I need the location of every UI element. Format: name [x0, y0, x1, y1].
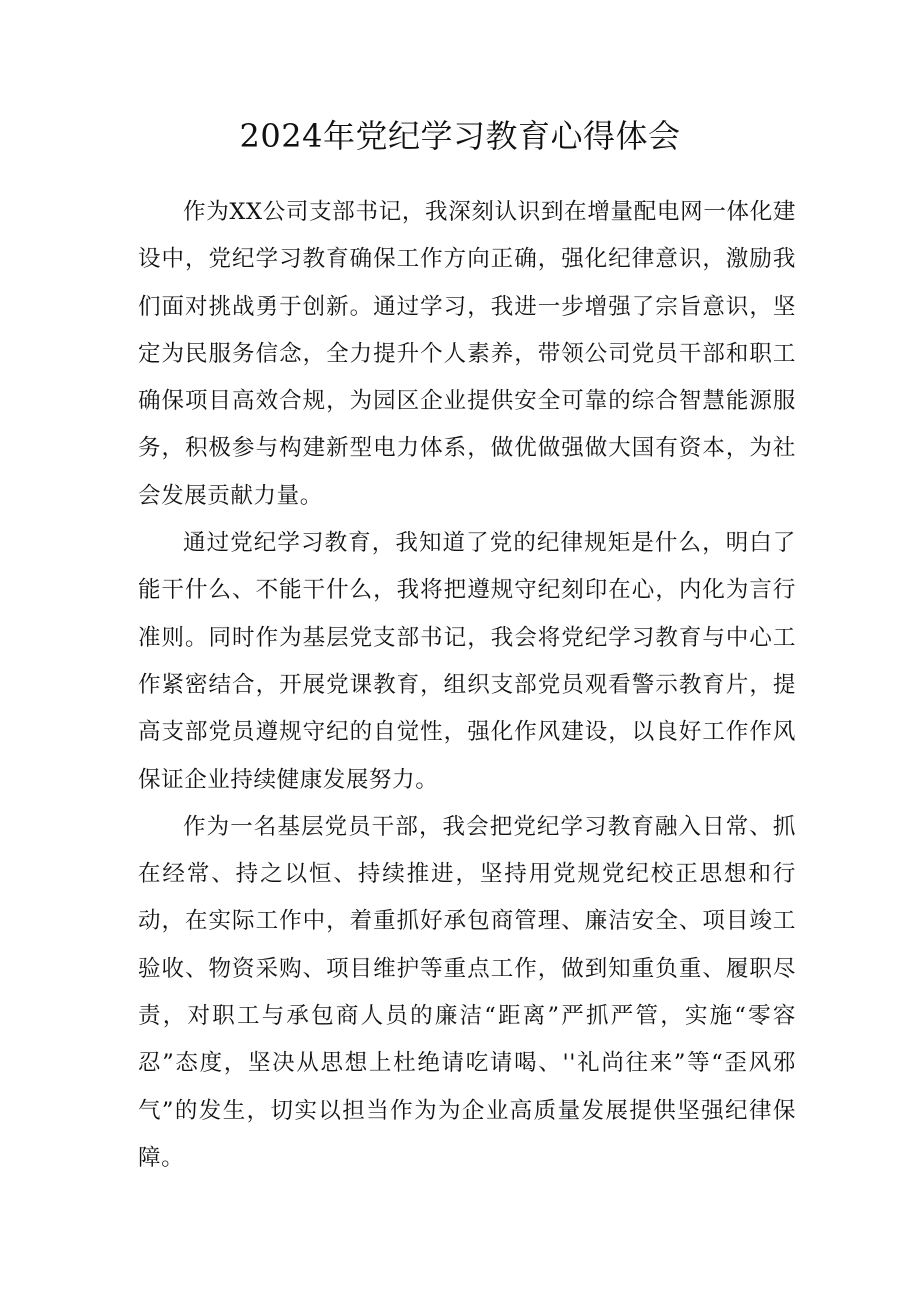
document-title: 2024年党纪学习教育心得体会	[239, 117, 681, 155]
paragraph-1: 作为XX公司支部书记，我深刻认识到在增量配电网一体化建设中，党纪学习教育确保工作方向正确，强化纪律意识，激励我们面对挑战勇于创新。通过学习，我进一步增强了宗旨意识，坚定为民服务信念，全力提升个人素养，带领公司党员干部和职工确保项目高效合规，为园区企业提供安全可靠的综合智慧能源服务，积极参与构建新型电力体系，做优做强做大国有资本，为社会发展贡献力量。	[138, 199, 796, 509]
paragraph-2: 通过党纪学习教育，我知道了党的纪律规矩是什么，明白了能干什么、不能干什么，我将把遵规守纪刻印在心，内化为言行准则。同时作为基层党支部书记，我会将党纪学习教育与中心工作紧密结合，开展党课教育，组织支部党员观看警示教育片，提高支部党员遵规守纪的自觉性，强化作风建设，以良好工作作风保证企业持续健康发展努力。	[138, 530, 796, 793]
document-body	[138, 189, 796, 1182]
paragraph-3: 作为一名基层党员干部，我会把党纪学习教育融入日常、抓在经常、持之以恒、持续推进，坚持用党规党纪校正思想和行动，在实际工作中，着重抓好承包商管理、廉洁安全、项目竣工验收、物资采购、项目维护等重点工作，做到知重负重、履职尽责，对职工与承包商人员的廉洁“距离”严抓严管，实施“零容忍”态度，坚决从思想上杜绝请吃请喝、''礼尚往来”等“歪风邪气”的发生，切实以担当作为为企业高质量发展提供坚强纪律保障。	[138, 813, 796, 1171]
